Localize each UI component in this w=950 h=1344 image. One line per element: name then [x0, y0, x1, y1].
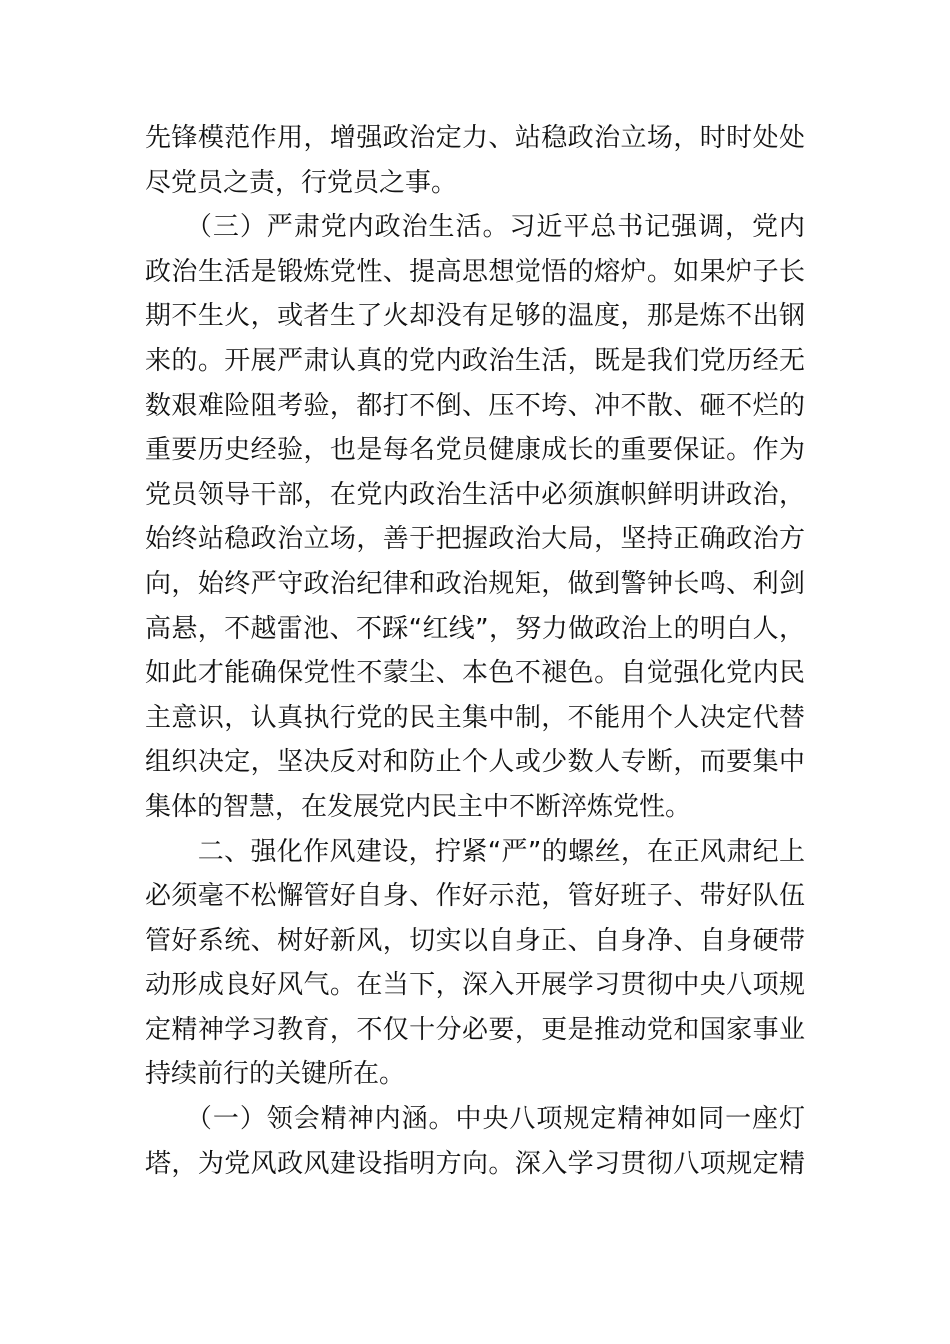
text-line: 持续前行的关键所在。: [145, 1059, 406, 1090]
text-line: （三）严肃党内政治生活。习近平总书记强调，党内: [145, 212, 805, 243]
text-line: 必须毫不松懈管好自身、作好示范，管好班子、带好队伍: [145, 881, 805, 912]
text-line: 期不生火，或者生了火却没有足够的温度，那是炼不出钢: [145, 301, 805, 332]
text-line: 数艰难险阻考验，都打不倒、压不垮、冲不散、砸不烂的: [145, 390, 805, 421]
text-line: 定精神学习教育，不仅十分必要，更是推动党和国家事业: [145, 1014, 805, 1045]
text-line: 主意识，认真执行党的民主集中制，不能用个人决定代替: [145, 702, 805, 733]
text-line: 集体的智慧，在发展党内民主中不断淬炼党性。: [145, 791, 692, 822]
text-line: 高悬，不越雷池、不踩“红线”，努力做政治上的明白人，: [145, 613, 805, 644]
text-line: 重要历史经验，也是每名党员健康成长的重要保证。作为: [145, 435, 805, 466]
text-line: 先锋模范作用，增强政治定力、站稳政治立场，时时处处: [145, 123, 805, 153]
text-line: 动形成良好风气。在当下，深入开展学习贯彻中央八项规: [145, 970, 805, 1001]
text-line: 始终站稳政治立场，善于把握政治大局，坚持正确政治方: [145, 524, 805, 555]
body-text: [145, 116, 805, 1186]
text-line: 尽党员之责，行党员之事。: [145, 167, 458, 198]
text-line: 塔，为党风政风建设指明方向。深入学习贯彻八项规定精: [145, 1148, 805, 1179]
text-line: 向，始终严守政治纪律和政治规矩，做到警钟长鸣、利剑: [145, 568, 805, 599]
text-line: （一）领会精神内涵。中央八项规定精神如同一座灯: [145, 1104, 805, 1135]
text-line: 组织决定，坚决反对和防止个人或少数人专断，而要集中: [145, 747, 805, 778]
text-line: 二、强化作风建设，拧紧“严”的螺丝，在正风肃纪上: [145, 836, 805, 867]
text-line: 来的。开展严肃认真的党内政治生活，既是我们党历经无: [145, 345, 805, 376]
text-line: 如此才能确保党性不蒙尘、本色不褪色。自觉强化党内民: [145, 658, 805, 689]
text-line: 管好系统、树好新风，切实以自身正、自身净、自身硬带: [145, 925, 805, 956]
text-line: 政治生活是锻炼党性、提高思想觉悟的熔炉。如果炉子长: [145, 256, 805, 287]
text-line: 党员领导干部，在党内政治生活中必须旗帜鲜明讲政治，: [145, 479, 805, 510]
